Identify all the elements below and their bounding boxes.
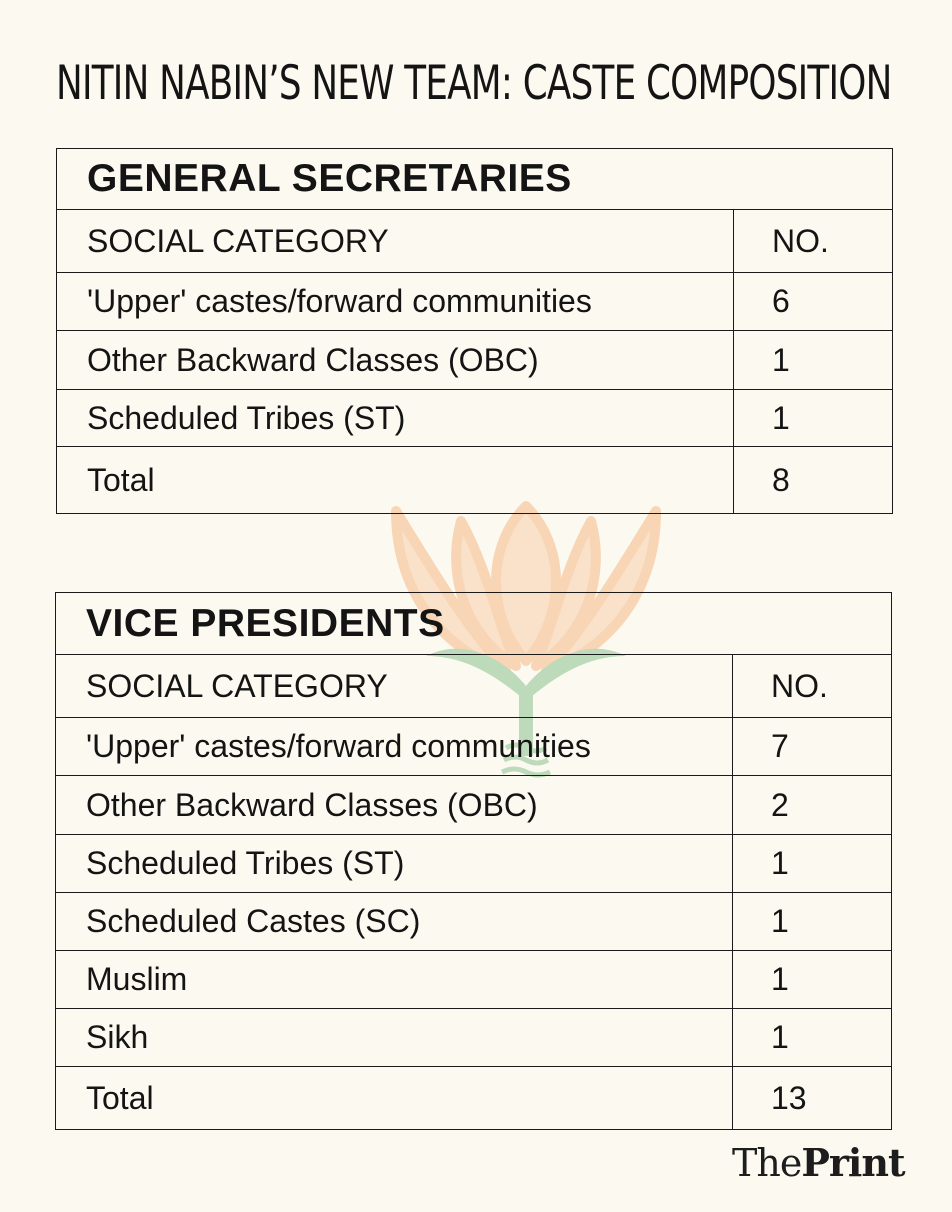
- category-cell: Scheduled Tribes (ST): [57, 390, 734, 447]
- category-cell: Total: [57, 447, 734, 514]
- column-header-category: SOCIAL CATEGORY: [57, 210, 734, 273]
- brand-logo-part1: The: [732, 1141, 802, 1185]
- total-row: [57, 447, 893, 514]
- category-cell: Scheduled Castes (SC): [56, 893, 733, 951]
- table-row: [57, 390, 893, 447]
- count-cell: 1: [733, 893, 892, 951]
- category-cell: Total: [56, 1067, 733, 1130]
- table-row: [56, 893, 892, 951]
- table-row: [56, 776, 892, 835]
- count-cell: 2: [733, 776, 892, 835]
- brand-logo-part2: Print: [801, 1140, 905, 1185]
- count-cell: 8: [734, 447, 893, 514]
- table-heading-row: [57, 149, 893, 210]
- table-row: [56, 835, 892, 893]
- table-row: [56, 718, 892, 776]
- table-heading: VICE PRESIDENTS: [56, 593, 892, 655]
- column-header-number: NO.: [734, 210, 893, 273]
- table-row: [57, 273, 893, 331]
- total-row: [56, 1067, 892, 1130]
- table-heading: GENERAL SECRETARIES: [57, 149, 893, 210]
- column-header-row: [57, 210, 893, 273]
- count-cell: 1: [733, 951, 892, 1009]
- brand-logo: [732, 1140, 905, 1185]
- vice-presidents-table: [55, 592, 892, 1130]
- count-cell: 1: [733, 835, 892, 893]
- count-cell: 1: [733, 1009, 892, 1067]
- table-row: [57, 331, 893, 390]
- table-heading-row: [56, 593, 892, 655]
- count-cell: 7: [733, 718, 892, 776]
- category-cell: 'Upper' castes/forward communities: [56, 718, 733, 776]
- table-row: [56, 1009, 892, 1067]
- category-cell: Muslim: [56, 951, 733, 1009]
- category-cell: Other Backward Classes (OBC): [57, 331, 734, 390]
- column-header-number: NO.: [733, 655, 892, 718]
- general-secretaries-table: [56, 148, 893, 514]
- page-title: NITIN NABIN’S NEW TEAM: CASTE COMPOSITION: [56, 56, 892, 111]
- count-cell: 1: [734, 331, 893, 390]
- column-header-row: [56, 655, 892, 718]
- table-row: [56, 951, 892, 1009]
- category-cell: Other Backward Classes (OBC): [56, 776, 733, 835]
- category-cell: Scheduled Tribes (ST): [56, 835, 733, 893]
- category-cell: 'Upper' castes/forward communities: [57, 273, 734, 331]
- count-cell: 6: [734, 273, 893, 331]
- category-cell: Sikh: [56, 1009, 733, 1067]
- column-header-category: SOCIAL CATEGORY: [56, 655, 733, 718]
- count-cell: 13: [733, 1067, 892, 1130]
- count-cell: 1: [734, 390, 893, 447]
